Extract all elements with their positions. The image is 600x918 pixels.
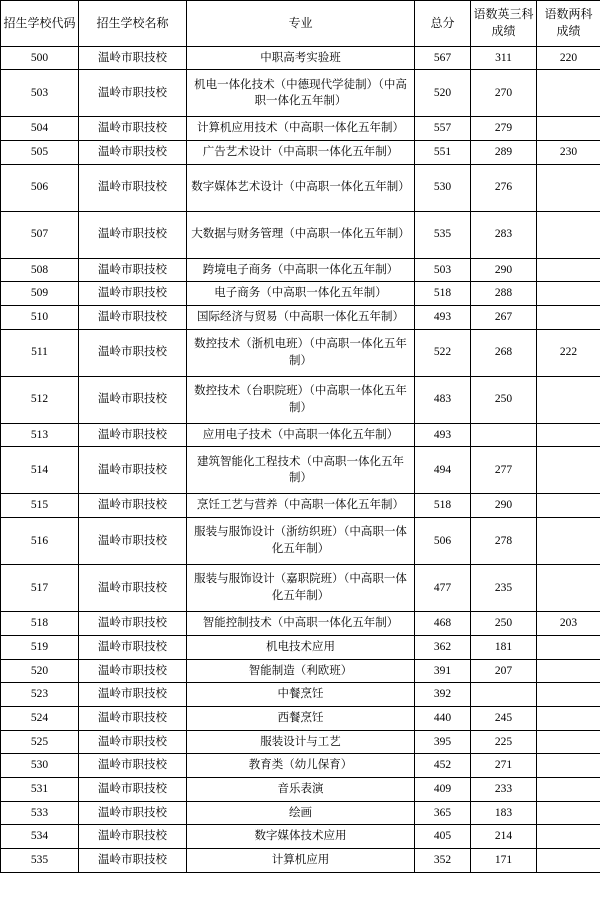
cell-total-score: 518 xyxy=(415,494,471,518)
cell-school-name: 温岭市职技校 xyxy=(79,518,187,565)
cell-school-code: 506 xyxy=(1,164,79,211)
cell-three-subject: 207 xyxy=(471,659,537,683)
cell-school-name: 温岭市职技校 xyxy=(79,825,187,849)
cell-school-code: 519 xyxy=(1,635,79,659)
cell-total-score: 518 xyxy=(415,282,471,306)
cell-major: 大数据与财务管理（中高职一体化五年制） xyxy=(187,211,415,258)
cell-three-subject xyxy=(471,683,537,707)
cell-three-subject: 290 xyxy=(471,494,537,518)
cell-school-name: 温岭市职技校 xyxy=(79,706,187,730)
cell-total-score: 468 xyxy=(415,612,471,636)
table-row xyxy=(1,825,600,849)
table-row xyxy=(1,258,600,282)
cell-total-score: 493 xyxy=(415,306,471,330)
cell-three-subject: 250 xyxy=(471,612,537,636)
table-row xyxy=(1,329,600,376)
table-row xyxy=(1,494,600,518)
cell-three-subject: 283 xyxy=(471,211,537,258)
cell-school-name: 温岭市职技校 xyxy=(79,447,187,494)
table-row xyxy=(1,612,600,636)
cell-school-code: 523 xyxy=(1,683,79,707)
cell-three-subject: 276 xyxy=(471,164,537,211)
cell-school-code: 509 xyxy=(1,282,79,306)
table-row xyxy=(1,447,600,494)
cell-school-code: 510 xyxy=(1,306,79,330)
cell-major: 烹饪工艺与营养（中高职一体化五年制） xyxy=(187,494,415,518)
cell-two-subject: 222 xyxy=(537,329,600,376)
cell-school-code: 524 xyxy=(1,706,79,730)
cell-major: 中职高考实验班 xyxy=(187,46,415,70)
table-row xyxy=(1,754,600,778)
cell-major: 建筑智能化工程技术（中高职一体化五年制） xyxy=(187,447,415,494)
cell-two-subject xyxy=(537,306,600,330)
cell-total-score: 483 xyxy=(415,376,471,423)
cell-major: 计算机应用技术（中高职一体化五年制） xyxy=(187,117,415,141)
cell-two-subject xyxy=(537,777,600,801)
cell-school-code: 518 xyxy=(1,612,79,636)
cell-major: 教育类（幼儿保育） xyxy=(187,754,415,778)
column-header-total-score: 总分 xyxy=(415,1,471,47)
table-row xyxy=(1,777,600,801)
table-row xyxy=(1,423,600,447)
cell-three-subject: 278 xyxy=(471,518,537,565)
cell-total-score: 477 xyxy=(415,565,471,612)
cell-total-score: 506 xyxy=(415,518,471,565)
cell-three-subject: 277 xyxy=(471,447,537,494)
cell-three-subject: 268 xyxy=(471,329,537,376)
cell-two-subject xyxy=(537,659,600,683)
cell-two-subject xyxy=(537,376,600,423)
table-row xyxy=(1,306,600,330)
table-row xyxy=(1,164,600,211)
cell-two-subject xyxy=(537,801,600,825)
table-row xyxy=(1,46,600,70)
cell-school-name: 温岭市职技校 xyxy=(79,258,187,282)
cell-school-code: 530 xyxy=(1,754,79,778)
cell-school-code: 517 xyxy=(1,565,79,612)
cell-three-subject: 181 xyxy=(471,635,537,659)
table-row xyxy=(1,282,600,306)
column-header-three-subject-score: 语数英三科成绩 xyxy=(471,1,537,47)
cell-school-code: 500 xyxy=(1,46,79,70)
cell-three-subject: 267 xyxy=(471,306,537,330)
cell-two-subject xyxy=(537,164,600,211)
cell-school-code: 534 xyxy=(1,825,79,849)
cell-three-subject xyxy=(471,423,537,447)
table-row xyxy=(1,659,600,683)
cell-two-subject xyxy=(537,518,600,565)
header-row xyxy=(1,1,600,47)
cell-three-subject: 245 xyxy=(471,706,537,730)
cell-three-subject: 183 xyxy=(471,801,537,825)
cell-school-code: 533 xyxy=(1,801,79,825)
table-row xyxy=(1,141,600,165)
cell-total-score: 362 xyxy=(415,635,471,659)
cell-school-name: 温岭市职技校 xyxy=(79,329,187,376)
cell-three-subject: 233 xyxy=(471,777,537,801)
cell-two-subject xyxy=(537,565,600,612)
cell-major: 应用电子技术（中高职一体化五年制） xyxy=(187,423,415,447)
cell-major: 数控技术（台职院班）（中高职一体化五年制） xyxy=(187,376,415,423)
table-row xyxy=(1,376,600,423)
cell-total-score: 522 xyxy=(415,329,471,376)
cell-two-subject xyxy=(537,447,600,494)
cell-school-code: 531 xyxy=(1,777,79,801)
cell-school-name: 温岭市职技校 xyxy=(79,635,187,659)
table-body xyxy=(1,46,600,872)
cell-school-name: 温岭市职技校 xyxy=(79,777,187,801)
cell-total-score: 503 xyxy=(415,258,471,282)
column-header-school-name: 招生学校名称 xyxy=(79,1,187,47)
table-row xyxy=(1,211,600,258)
cell-major: 音乐表演 xyxy=(187,777,415,801)
cell-school-code: 505 xyxy=(1,141,79,165)
cell-three-subject: 270 xyxy=(471,70,537,117)
cell-major: 机电技术应用 xyxy=(187,635,415,659)
cell-total-score: 452 xyxy=(415,754,471,778)
cell-school-name: 温岭市职技校 xyxy=(79,423,187,447)
cell-major: 广告艺术设计（中高职一体化五年制） xyxy=(187,141,415,165)
table-row xyxy=(1,683,600,707)
cell-school-name: 温岭市职技校 xyxy=(79,848,187,872)
cell-school-name: 温岭市职技校 xyxy=(79,683,187,707)
cell-major: 服装与服饰设计（嘉职院班）（中高职一体化五年制） xyxy=(187,565,415,612)
cell-two-subject xyxy=(537,70,600,117)
cell-school-name: 温岭市职技校 xyxy=(79,494,187,518)
cell-three-subject: 289 xyxy=(471,141,537,165)
cell-major: 机电一体化技术（中德现代学徒制）（中高职一体化五年制） xyxy=(187,70,415,117)
table-row xyxy=(1,848,600,872)
cell-school-code: 508 xyxy=(1,258,79,282)
cell-total-score: 405 xyxy=(415,825,471,849)
cell-school-name: 温岭市职技校 xyxy=(79,306,187,330)
cell-total-score: 493 xyxy=(415,423,471,447)
cell-school-name: 温岭市职技校 xyxy=(79,730,187,754)
cell-two-subject xyxy=(537,494,600,518)
cell-school-code: 513 xyxy=(1,423,79,447)
column-header-two-subject-score: 语数两科成绩 xyxy=(537,1,600,47)
cell-two-subject xyxy=(537,635,600,659)
cell-major: 服装与服饰设计（浙纺织班）（中高职一体化五年制） xyxy=(187,518,415,565)
cell-total-score: 409 xyxy=(415,777,471,801)
cell-major: 国际经济与贸易（中高职一体化五年制） xyxy=(187,306,415,330)
table-row xyxy=(1,635,600,659)
cell-school-name: 温岭市职技校 xyxy=(79,117,187,141)
cell-two-subject xyxy=(537,683,600,707)
cell-major: 智能制造（利欧班） xyxy=(187,659,415,683)
cell-school-code: 514 xyxy=(1,447,79,494)
cell-school-name: 温岭市职技校 xyxy=(79,70,187,117)
column-header-major: 专业 xyxy=(187,1,415,47)
cell-two-subject: 220 xyxy=(537,46,600,70)
table-row xyxy=(1,730,600,754)
cell-school-name: 温岭市职技校 xyxy=(79,282,187,306)
cell-school-code: 511 xyxy=(1,329,79,376)
table-row xyxy=(1,565,600,612)
cell-three-subject: 225 xyxy=(471,730,537,754)
cell-school-code: 503 xyxy=(1,70,79,117)
cell-three-subject: 311 xyxy=(471,46,537,70)
cell-two-subject xyxy=(537,117,600,141)
cell-total-score: 557 xyxy=(415,117,471,141)
cell-school-code: 535 xyxy=(1,848,79,872)
table-header xyxy=(1,1,600,47)
cell-school-name: 温岭市职技校 xyxy=(79,612,187,636)
cell-school-name: 温岭市职技校 xyxy=(79,211,187,258)
cell-school-name: 温岭市职技校 xyxy=(79,754,187,778)
cell-major: 数字媒体技术应用 xyxy=(187,825,415,849)
cell-total-score: 440 xyxy=(415,706,471,730)
cell-school-name: 温岭市职技校 xyxy=(79,46,187,70)
cell-total-score: 530 xyxy=(415,164,471,211)
cell-school-code: 504 xyxy=(1,117,79,141)
cell-three-subject: 214 xyxy=(471,825,537,849)
cell-total-score: 520 xyxy=(415,70,471,117)
cell-school-code: 507 xyxy=(1,211,79,258)
cell-total-score: 395 xyxy=(415,730,471,754)
cell-major: 智能控制技术（中高职一体化五年制） xyxy=(187,612,415,636)
cell-school-code: 525 xyxy=(1,730,79,754)
cell-three-subject: 271 xyxy=(471,754,537,778)
cell-total-score: 352 xyxy=(415,848,471,872)
cell-school-name: 温岭市职技校 xyxy=(79,164,187,211)
cell-total-score: 551 xyxy=(415,141,471,165)
cell-total-score: 365 xyxy=(415,801,471,825)
cell-major: 西餐烹饪 xyxy=(187,706,415,730)
cell-school-code: 515 xyxy=(1,494,79,518)
cell-two-subject xyxy=(537,258,600,282)
cell-major: 服装设计与工艺 xyxy=(187,730,415,754)
cell-school-code: 520 xyxy=(1,659,79,683)
table-row xyxy=(1,117,600,141)
cell-major: 绘画 xyxy=(187,801,415,825)
cell-two-subject xyxy=(537,706,600,730)
cell-total-score: 392 xyxy=(415,683,471,707)
cell-two-subject xyxy=(537,211,600,258)
cell-total-score: 391 xyxy=(415,659,471,683)
column-header-school-code: 招生学校代码 xyxy=(1,1,79,47)
cell-total-score: 494 xyxy=(415,447,471,494)
cell-total-score: 535 xyxy=(415,211,471,258)
cell-school-code: 512 xyxy=(1,376,79,423)
cell-school-name: 温岭市职技校 xyxy=(79,376,187,423)
cell-total-score: 567 xyxy=(415,46,471,70)
table-row xyxy=(1,706,600,730)
cell-major: 计算机应用 xyxy=(187,848,415,872)
cell-three-subject: 171 xyxy=(471,848,537,872)
cell-three-subject: 288 xyxy=(471,282,537,306)
cell-school-name: 温岭市职技校 xyxy=(79,801,187,825)
cell-major: 数控技术（浙机电班）（中高职一体化五年制） xyxy=(187,329,415,376)
cell-three-subject: 290 xyxy=(471,258,537,282)
cell-three-subject: 235 xyxy=(471,565,537,612)
cell-two-subject xyxy=(537,423,600,447)
table-row xyxy=(1,518,600,565)
cell-two-subject xyxy=(537,754,600,778)
cell-school-code: 516 xyxy=(1,518,79,565)
cell-two-subject: 230 xyxy=(537,141,600,165)
cell-two-subject: 203 xyxy=(537,612,600,636)
cell-two-subject xyxy=(537,730,600,754)
cell-major: 数字媒体艺术设计（中高职一体化五年制） xyxy=(187,164,415,211)
cell-two-subject xyxy=(537,282,600,306)
cell-two-subject xyxy=(537,825,600,849)
table-row xyxy=(1,70,600,117)
cell-school-name: 温岭市职技校 xyxy=(79,141,187,165)
table-row xyxy=(1,801,600,825)
cell-school-name: 温岭市职技校 xyxy=(79,659,187,683)
cell-three-subject: 250 xyxy=(471,376,537,423)
cell-major: 电子商务（中高职一体化五年制） xyxy=(187,282,415,306)
cell-two-subject xyxy=(537,848,600,872)
cell-school-name: 温岭市职技校 xyxy=(79,565,187,612)
cell-major: 中餐烹饪 xyxy=(187,683,415,707)
cell-major: 跨境电子商务（中高职一体化五年制） xyxy=(187,258,415,282)
cell-three-subject: 279 xyxy=(471,117,537,141)
